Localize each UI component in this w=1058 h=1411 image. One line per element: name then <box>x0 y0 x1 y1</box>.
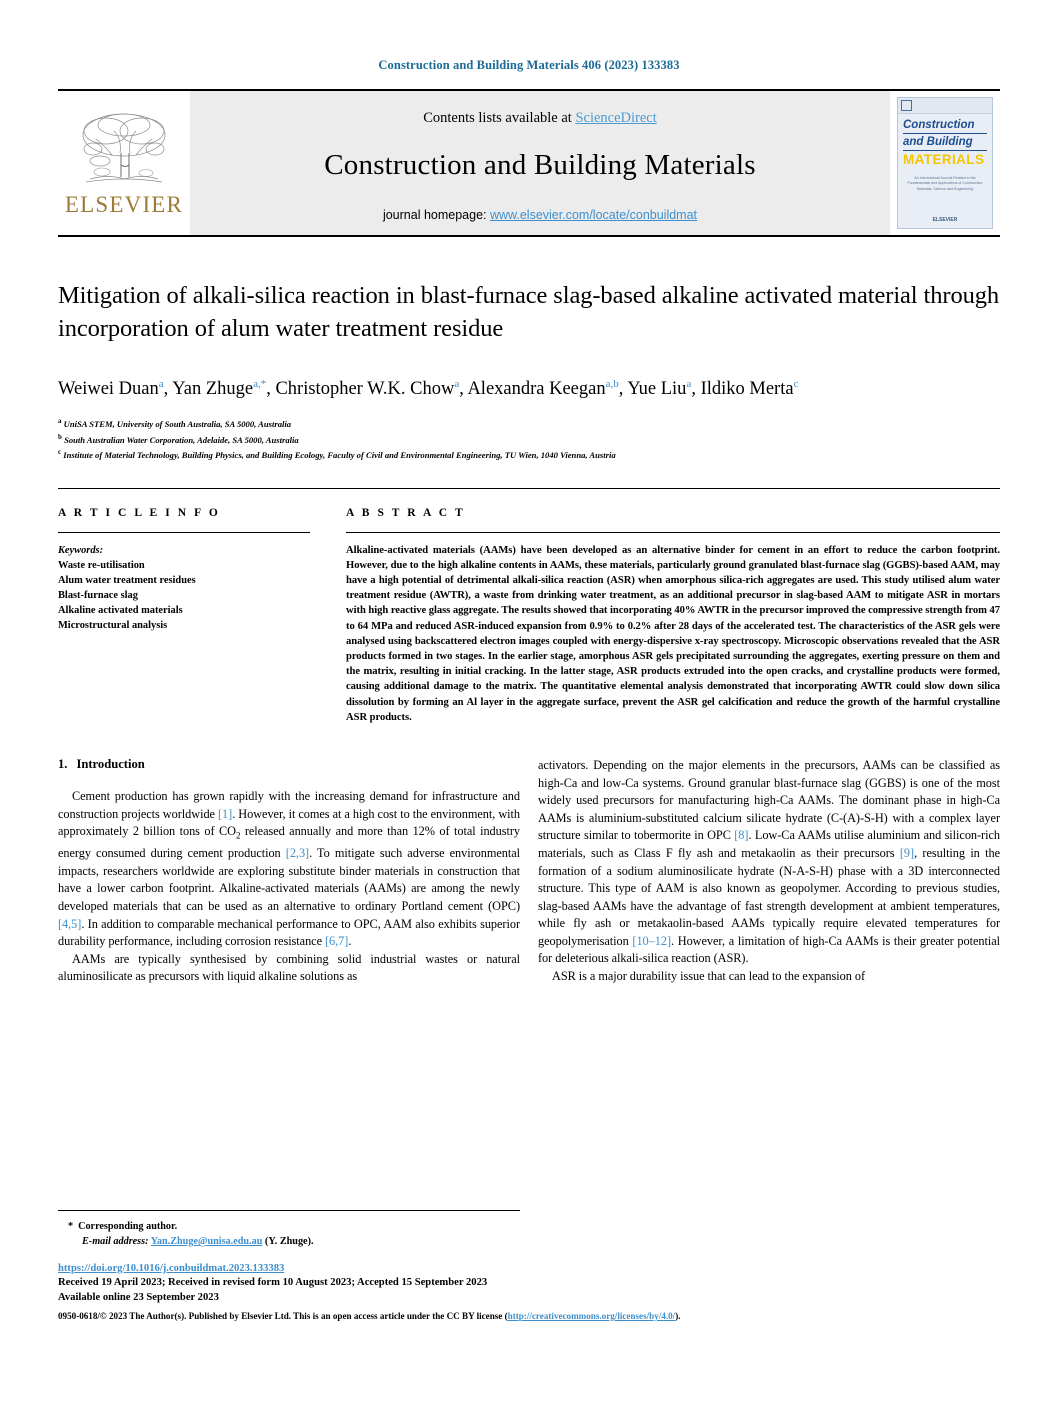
author-affiliation-marker[interactable]: a <box>686 378 692 390</box>
paragraph: Cement production has grown rapidly with the increasing demand for infrastructure and construction projects worldwide [1]. However, it comes at a high cost to the environment, with approximately 2 billion tons of $CO_2$ released annually and more than 12% of total industry energy consumed during cement production [2,3]. To mitigate such adverse environmental impacts, researchers worldwide are exploring substitute binder materials in construction that have a lower carbon footprint. Alkaline-activated materials (AAMs) are among the newly developed materials that can be used as an alternative to ordinary Portland cement (OPC) [4,5]. In addition to comparable mechanical performance to OPC, AAM also exhibits superior durability performance, including corrosion resistance [6,7]. <box>58 788 520 949</box>
footer-divider <box>58 1210 520 1211</box>
journal-cover-cell <box>890 91 1000 235</box>
cover-publisher <box>898 217 992 223</box>
affiliation-marker: c <box>58 448 62 457</box>
sciencedirect-link[interactable]: ScienceDirect <box>575 110 657 126</box>
keyword-item: Alkaline activated materials <box>58 604 183 616</box>
cover-line-3: MATERIALS <box>903 152 985 167</box>
cover-blurb: An International Journal Related to the Fundamentals and Applications of Construction Materials, Science and Engineering <box>907 176 983 191</box>
keywords-label: Keywords: <box>58 544 104 556</box>
paragraph: ASR is a major durability issue that can lead to the expansion of <box>552 969 865 984</box>
email-owner: (Y. Zhuge). <box>264 1236 314 1248</box>
corresponding-author-note <box>58 1220 1000 1249</box>
body-column-left <box>58 757 520 986</box>
journal-masthead <box>58 89 1000 237</box>
citation-ref[interactable]: [4,5] <box>58 916 82 931</box>
license-suffix: ). <box>675 1311 681 1321</box>
author-name: Ildiko Merta <box>700 379 794 400</box>
author-separator: , <box>691 379 701 400</box>
elsevier-wordmark: ELSEVIER <box>64 191 184 217</box>
keyword-item: Alum water treatment residues <box>58 574 196 586</box>
cover-line-1: Construction <box>903 119 975 131</box>
elsevier-logo <box>58 91 190 235</box>
author-separator: , <box>618 379 628 400</box>
affiliation-item <box>58 415 1000 430</box>
journal-title: Construction and Building Materials <box>324 149 756 181</box>
cover-elsevier-icon <box>901 100 912 111</box>
available-online: Available online 23 September 2023 <box>58 1292 219 1304</box>
email-line <box>68 1235 1000 1250</box>
license-prefix: 0950-0618/© 2023 The Author(s). Published by Elsevier Ltd. This is an open access article under the CC BY license ( <box>58 1311 508 1321</box>
corresponding-author-line <box>68 1220 1000 1235</box>
section-heading-introduction <box>58 757 520 772</box>
author-name: Weiwei Duan <box>58 379 159 400</box>
cover-title-block <box>898 114 992 168</box>
citation-ref[interactable]: [6,7] <box>325 934 349 949</box>
affiliation-item <box>58 431 1000 446</box>
citation-ref[interactable]: [8] <box>734 828 749 843</box>
contents-prefix: Contents lists available at <box>423 110 576 126</box>
citation-ref[interactable]: [1] <box>218 806 233 821</box>
body-column-right <box>538 757 1000 986</box>
citation-ref[interactable]: [2,3] <box>285 846 310 861</box>
keyword-item: Waste re-utilisation <box>58 559 145 571</box>
received-dates: Received 19 April 2023; Received in revised form 10 August 2023; Accepted 15 September 2023 <box>58 1277 488 1289</box>
article-info-divider <box>58 532 310 533</box>
author-entry <box>701 379 799 399</box>
author-name: Christopher W.K. Chow <box>275 379 455 400</box>
journal-cover-image <box>897 97 993 229</box>
author-entry <box>627 379 700 399</box>
info-abstract-region <box>58 488 1000 725</box>
elsevier-tree-icon <box>76 109 172 191</box>
title-block <box>58 279 1000 462</box>
affiliation-text: UniSA STEM, University of South Australia, SA 5000, Australia <box>63 419 292 430</box>
abstract-column <box>346 507 1000 725</box>
license-statement <box>58 1310 1000 1323</box>
doi-link[interactable]: https://doi.org/10.1016/j.conbuildmat.2023.133383 <box>58 1262 285 1274</box>
homepage-prefix: journal homepage: <box>382 208 490 222</box>
author-affiliation-marker[interactable]: a <box>158 378 164 390</box>
running-head: Construction and Building Materials 406 (2023) 133383 <box>378 58 680 72</box>
cover-divider-top <box>903 133 987 134</box>
author-list <box>58 371 1000 403</box>
paragraph: activators. Depending on the major elements in the precursors, AAMs can be classified as high-Ca and low-Ca systems. Ground granular blast-furnace slag (GGBS) is one of the most widely used precursors for manufacturing high-Ca AAMs. The dominant phase in high-Ca AAMs is aluminium-substituted calcium silicate hydrate (C-(A)-S-H) with a complex layer structure similar to tobermorite in OPC [8]. Low-Ca AAMs utilise aluminium and silicon-rich materials, such as Class F fly ash and metakaolin as their precursors [9], resulting in the formation of a sodium aluminosilicate hydrate (N-A-S-H) phase with a 3D interconnected structure. This type of AAM is also known as geopolymer. According to previous studies, slag-based AAMs have the advantage of fast strength development at ambient temperatures, while fly ash or metakaolin-based AAMs typically require elevated temperatures for geopolymerisation [10–12]. However, a limitation of high-Ca AAMs is their greater potential for deleterious alkali-silica reaction (ASR). <box>538 757 1001 966</box>
affiliation-marker: b <box>58 432 62 441</box>
author-affiliation-marker[interactable]: a,* <box>253 378 267 390</box>
affiliation-text: South Australian Water Corporation, Adelaide, SA 5000, Australia <box>64 434 299 445</box>
corresponding-label: Corresponding author. <box>78 1221 178 1233</box>
cover-divider-bottom <box>903 150 987 151</box>
affiliation-item <box>58 446 1000 461</box>
section-number: 1. <box>58 756 68 771</box>
author-affiliation-marker[interactable]: a <box>454 378 460 390</box>
author-name: Yue Liu <box>627 379 687 400</box>
abstract-text: Alkaline-activated materials (AAMs) have been developed as an alternative binder for cement in an effort to reduce the carbon footprint. However, due to the high alkaline contents in AAMs, these materials, particularly ground granulated blast-furnace slag (GGBS)-based AAM, may have a high potential of detrimental alkali-silica reaction (ASR) when amorphous silica-rich aggregates are used. This study utilised alum water treatment residue (AWTR), a waste from drinking water treatment, as an additional precursor in slag-based AAM to mitigate ASR in mortars with high reactive glass aggregate. The results showed that incorporating 40% AWTR in the precursor improved the compressive strength from 47 to 64 MPa and reduced ASR-induced expansion from 0.9% to 0.2% after 28 days of the accelerated test. The characteristics of the ASR gels were analysed using backscattered electron images coupled with energy-dispersive x-ray spectroscopy. Microscopic observations revealed that the ASR products formed in two stages. In the earlier stage, amorphous ASR gels precipitated surrounding the aggregates, exerting pressure on them and the matrix, resulting in initial cracking. In the latter stage, ASR products extruded into the open cracks, and crystalline products were formed, causing additional damage to the matrix. The quantitative elemental analysis demonstrated that incorporating AWTR could slow down silica dissolution by forming an Al layer in the aggregate surface, prevent the ASR gel calcification and reduce the growth of the harmful crystalline ASR products. <box>346 544 1000 723</box>
affiliation-list <box>58 415 1000 461</box>
keyword-item: Blast-furnace slag <box>58 589 138 601</box>
cover-header-bar <box>898 98 992 114</box>
corresponding-marker: * <box>68 1221 74 1233</box>
citation-ref[interactable]: [10–12] <box>632 933 671 948</box>
citation-ref[interactable]: [9] <box>899 845 915 860</box>
author-separator: , <box>459 379 468 400</box>
corresponding-email-link[interactable]: Yan.Zhuge@unisa.edu.au <box>150 1236 263 1248</box>
author-name: Alexandra Keegan <box>467 379 606 400</box>
section-title: Introduction <box>76 756 145 771</box>
author-entry <box>58 379 172 399</box>
page-title: Mitigation of alkali-silica reaction in blast-furnace slag-based alkaline activated material through incorporation of alum water treatment residue <box>58 282 1000 342</box>
footer-metadata <box>58 1262 1000 1306</box>
author-name: Yan Zhuge <box>172 379 254 400</box>
email-label: E-mail address: <box>82 1236 149 1248</box>
cover-line-2: and Building <box>903 136 973 148</box>
author-entry <box>275 379 467 399</box>
journal-homepage-link[interactable]: www.elsevier.com/locate/conbuildmat <box>489 208 698 222</box>
author-separator: , <box>163 379 173 400</box>
journal-homepage-line <box>383 208 697 222</box>
contents-lists-line <box>423 110 657 127</box>
article-info-heading: A R T I C L E I N F O <box>58 506 221 519</box>
paragraph: AAMs are typically synthesised by combining solid industrial wastes or natural aluminosilicate as precursors with liquid alkaline solutions as <box>58 951 520 984</box>
author-affiliation-marker[interactable]: c <box>793 378 799 390</box>
license-link[interactable]: http://creativecommons.org/licenses/by/4.0/ <box>507 1311 676 1321</box>
author-entry <box>172 379 275 399</box>
journal-banner <box>190 91 890 235</box>
author-separator: , <box>266 379 276 400</box>
body-region <box>58 757 1000 986</box>
cover-publisher-name: ELSEVIER <box>932 217 958 223</box>
author-entry <box>467 379 627 399</box>
article-info-column <box>58 507 310 725</box>
affiliation-marker: a <box>58 417 62 426</box>
keyword-item: Microstructural analysis <box>58 619 168 631</box>
abstract-divider <box>346 532 1000 533</box>
abstract-heading: A B S T R A C T <box>346 506 466 519</box>
affiliation-text: Institute of Material Technology, Building Physics, and Building Ecology, Faculty of Civil and Environmental Engineering, TU Wien, 1040 Vienna, Austria <box>63 449 616 460</box>
author-affiliation-marker[interactable]: a,b <box>605 378 619 390</box>
page-footer <box>58 1210 1000 1323</box>
